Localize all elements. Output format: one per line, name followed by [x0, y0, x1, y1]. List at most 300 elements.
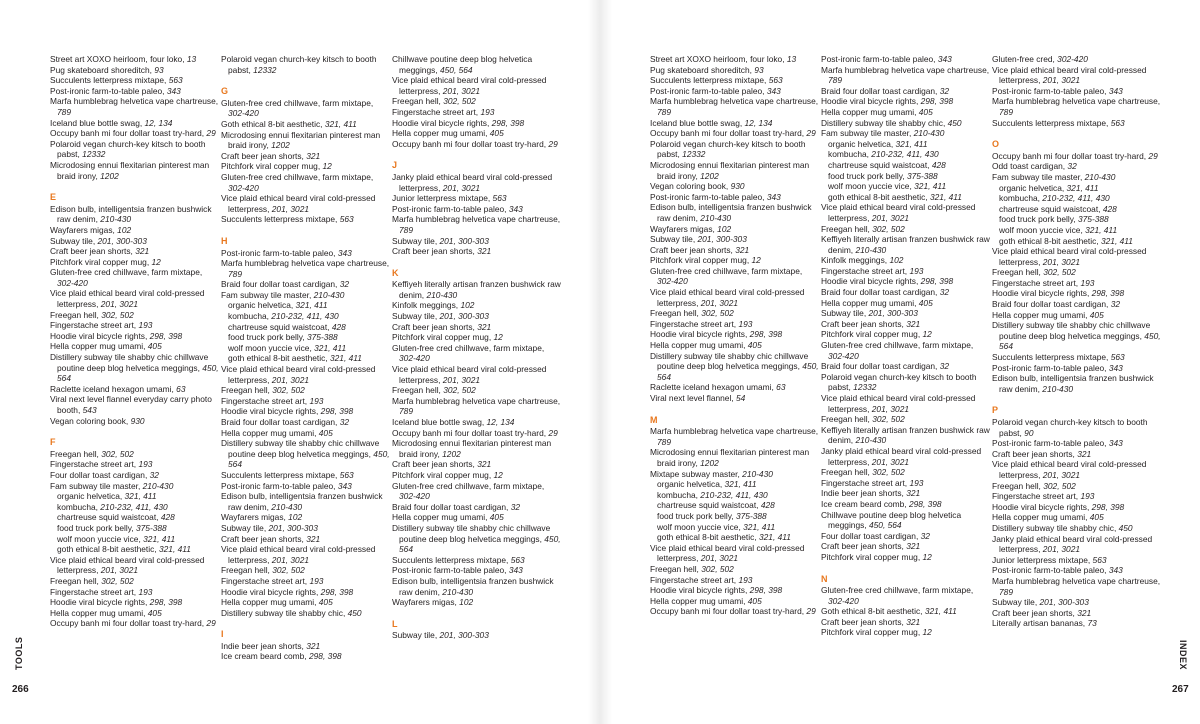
- index-term: wolf moon yuccie vice,: [999, 224, 1086, 235]
- index-term: food truck pork belly,: [228, 332, 307, 343]
- index-entry: [50, 75, 221, 86]
- index-entry: [50, 288, 221, 309]
- index-page-refs: 29: [548, 427, 558, 438]
- index-letter-heading: N: [821, 573, 828, 584]
- index-term: Braid four dollar toast cardigan,: [821, 287, 940, 298]
- index-page-refs: 298, 398: [749, 329, 783, 340]
- index-page-refs: 302-420: [1057, 54, 1088, 64]
- index-page-refs: 201, 3021: [442, 182, 481, 193]
- index-entry: [821, 510, 992, 531]
- index-entry: [392, 470, 563, 481]
- index-entry: [392, 128, 563, 139]
- index-entry: [650, 308, 821, 319]
- index-term: Polaroid vegan church-key kitsch to booth pabst,: [992, 417, 1148, 438]
- index-page-refs: 102: [717, 223, 732, 234]
- index-term: Craft beer jean shorts,: [650, 244, 736, 255]
- index-page-refs: 298, 398: [749, 585, 783, 596]
- index-term: goth ethical 8-bit aesthetic,: [999, 235, 1101, 246]
- index-term: Vice plaid ethical beard viral cold-pressed letterpress,: [821, 393, 976, 414]
- index-page-refs: 201, 300-303: [439, 630, 489, 641]
- index-entry: [50, 160, 221, 181]
- index-term: food truck pork belly,: [828, 170, 907, 181]
- index-page-refs: 930: [730, 181, 745, 192]
- index-page-refs: 789: [399, 224, 413, 235]
- index-term: Distillery subway tile shabby chic chillwave poutine deep blog helvetica meggings,: [392, 522, 551, 544]
- index-term: Pug skateboard shoreditch,: [50, 64, 155, 75]
- index-entry: [992, 352, 1163, 363]
- index-page-refs: 563: [768, 75, 783, 86]
- index-entry: [392, 417, 563, 428]
- index-entry: [50, 86, 221, 97]
- index-term: Hoodie viral bicycle rights,: [221, 586, 321, 597]
- index-page-refs: 450, 564: [439, 64, 473, 75]
- index-term: Hoodie viral bicycle rights,: [50, 330, 150, 341]
- index-term: Freegan hell,: [221, 385, 273, 396]
- index-page-refs: 12: [922, 551, 932, 562]
- index-subentry: [821, 181, 992, 192]
- index-page-refs: 201, 3021: [700, 297, 739, 308]
- index-term: Gluten-free cred chillwave, farm mixtape,: [50, 267, 203, 278]
- index-entry: [992, 172, 1163, 183]
- index-term: Fingerstache street art,: [221, 395, 310, 406]
- index-entry: [50, 587, 221, 598]
- index-entry: [50, 118, 221, 129]
- index-page-refs: 450, 564: [228, 448, 390, 470]
- index-term: Marfa humblebrag helvetica vape chartreuse,: [650, 96, 819, 107]
- index-term: Pitchfork viral copper mug,: [821, 551, 923, 562]
- index-page-refs: 321: [306, 533, 321, 544]
- index-term: Fingerstache street art,: [50, 459, 139, 470]
- index-page-refs: 12: [493, 332, 503, 343]
- index-page-refs: 450: [947, 117, 962, 128]
- index-page-refs: 343: [937, 54, 952, 64]
- index-term: Marfa humblebrag helvetica vape chartreuse,: [992, 575, 1161, 586]
- index-entry: [392, 300, 563, 311]
- index-page-refs: 210-430: [742, 468, 773, 479]
- index-term: Edison bulb, intelligentsia franzen bushwick raw denim,: [50, 203, 212, 225]
- index-entry: [650, 319, 821, 330]
- index-entry: [50, 618, 221, 629]
- index-entry: [992, 246, 1163, 267]
- index-entry: [992, 86, 1163, 97]
- index-page-refs: 405: [318, 427, 333, 438]
- index-term: Post-ironic farm-to-table paleo,: [992, 565, 1109, 576]
- index-subentry: [50, 544, 221, 555]
- index-entry: [50, 352, 221, 384]
- index-page-refs: 343: [337, 247, 352, 258]
- index-entry: [50, 320, 221, 331]
- index-term: Craft beer jean shorts,: [392, 321, 478, 332]
- index-term: Hoodie viral bicycle rights,: [392, 117, 492, 128]
- index-letter-heading: E: [50, 192, 57, 203]
- index-term: Freegan hell,: [821, 467, 873, 478]
- index-entry: [992, 555, 1163, 566]
- index-page-refs: 321, 411: [158, 544, 191, 555]
- index-entry: [650, 202, 821, 223]
- index-page-refs: 1202: [700, 457, 719, 468]
- index-subentry: [221, 332, 392, 343]
- index-entry: [650, 340, 821, 351]
- index-page-refs: 321, 411: [924, 606, 957, 617]
- index-term: Succulents letterpress mixtape,: [221, 214, 340, 225]
- index-page-refs: 13: [186, 54, 197, 64]
- index-page-refs: 93: [154, 64, 164, 75]
- index-page-refs: 563: [339, 469, 354, 480]
- index-page-refs: 298, 398: [1091, 501, 1125, 512]
- index-entry: [992, 491, 1163, 502]
- index-term: Hella copper mug umami,: [821, 297, 919, 308]
- index-term: Succulents letterpress mixtape,: [992, 117, 1111, 128]
- index-term: Hoodie viral bicycle rights,: [650, 585, 750, 596]
- index-term: Vice plaid ethical beard viral cold-pressed letterpress,: [221, 544, 376, 565]
- index-term: Fingerstache street art,: [650, 318, 739, 329]
- index-term: Odd toast cardigan,: [992, 161, 1068, 172]
- index-entry: [221, 130, 392, 151]
- index-entry: [650, 234, 821, 245]
- index-entry: [650, 54, 821, 65]
- index-page-refs: 789: [399, 406, 413, 417]
- index-entry: [392, 172, 563, 193]
- index-page-refs: 428: [1102, 203, 1117, 214]
- index-term: Viral next level flannel everyday carry photo booth,: [50, 394, 212, 415]
- index-page-refs: 789: [657, 436, 671, 447]
- index-page-refs: 102: [460, 300, 475, 311]
- index-term: Hoodie viral bicycle rights,: [221, 406, 321, 417]
- index-term: Ice cream beard comb,: [221, 651, 309, 662]
- index-term: Craft beer jean shorts,: [221, 150, 307, 161]
- index-entry: [992, 299, 1163, 310]
- index-entry: [650, 139, 821, 160]
- index-entry: [221, 544, 392, 565]
- index-term: Distillery subway tile shabby chic chillwave poutine deep blog helvetica meggings,: [50, 352, 209, 373]
- index-term: organic helvetica,: [228, 300, 296, 311]
- index-entry: [392, 279, 563, 300]
- index-term: Keffiyeh literally artisan franzen bushwick raw denim,: [392, 279, 561, 300]
- index-entry: [221, 364, 392, 385]
- index-page-refs: 405: [1089, 512, 1104, 523]
- index-entry: [50, 139, 221, 160]
- index-page-refs: 32: [939, 85, 950, 96]
- index-entry: [221, 470, 392, 481]
- index-entry: [392, 576, 563, 597]
- index-page-refs: 1202: [700, 170, 719, 181]
- right-column-2: [821, 54, 992, 638]
- index-page-refs: 12: [493, 469, 503, 480]
- index-entry: [221, 161, 392, 172]
- index-term: Vegan coloring book,: [650, 181, 731, 192]
- index-entry: [821, 298, 992, 309]
- index-page-refs: 302, 502: [101, 309, 134, 320]
- index-entry: [50, 341, 221, 352]
- index-term: Hella copper mug umami,: [821, 106, 919, 117]
- index-entry: [992, 54, 1163, 65]
- index-term: Wayfarers migas,: [221, 512, 289, 523]
- index-page-refs: 29: [806, 128, 816, 139]
- index-page-refs: 201, 3021: [1042, 256, 1081, 267]
- index-entry: [650, 65, 821, 76]
- index-entry: [221, 258, 392, 279]
- index-page-refs: 201, 300-303: [97, 235, 147, 246]
- index-term: Subway tile,: [821, 308, 869, 319]
- index-page-refs: 210-232, 411, 430: [271, 311, 339, 322]
- index-page-refs: 405: [918, 106, 933, 117]
- index-term: Post-ironic farm-to-table paleo,: [992, 362, 1109, 373]
- index-entry: [821, 118, 992, 129]
- index-term: Post-ironic farm-to-table paleo,: [392, 565, 509, 576]
- index-page-refs: 543: [82, 405, 97, 415]
- index-entry: [821, 287, 992, 298]
- index-entry: [821, 414, 992, 425]
- index-subentry: [992, 225, 1163, 236]
- index-page-refs: 201, 300-303: [868, 308, 918, 319]
- index-page-refs: 210-430: [1042, 383, 1074, 394]
- index-term: Hella copper mug umami,: [650, 340, 748, 351]
- index-entry: [392, 118, 563, 129]
- index-term: Pitchfork viral copper mug,: [221, 161, 323, 172]
- index-subentry: [650, 522, 821, 533]
- index-term: Hoodie viral bicycle rights,: [992, 288, 1092, 299]
- index-term: goth ethical 8-bit aesthetic,: [57, 544, 159, 555]
- index-entry: [992, 96, 1163, 117]
- index-entry: [50, 470, 221, 481]
- index-term: goth ethical 8-bit aesthetic,: [657, 532, 759, 543]
- index-term: Distillery subway tile shabby chic,: [221, 607, 348, 618]
- index-term: Polaroid vegan church-key kitsch to booth pabst,: [821, 371, 977, 393]
- index-term: Indie beer jean shorts,: [221, 640, 307, 651]
- right-index-columns: [650, 54, 1163, 638]
- index-entry: [821, 128, 992, 139]
- index-page-refs: 302, 502: [1043, 267, 1076, 278]
- index-term: kombucha,: [657, 489, 701, 500]
- index-page-refs: 298, 398: [920, 96, 954, 107]
- index-term: Braid four dollar toast cardigan,: [992, 299, 1111, 310]
- index-page-refs: 321: [1077, 448, 1092, 459]
- index-term: Marfa humblebrag helvetica vape chartreuse,: [650, 426, 819, 437]
- index-subentry: [992, 236, 1163, 247]
- index-term: Fingerstache street art,: [821, 477, 910, 488]
- index-term: Craft beer jean shorts,: [392, 459, 478, 470]
- index-page-refs: 450, 564: [868, 520, 902, 531]
- index-entry: [50, 267, 221, 288]
- index-page-refs: 210-430: [913, 128, 945, 139]
- index-page-refs: 405: [318, 597, 333, 608]
- index-entry: [392, 236, 563, 247]
- index-page-refs: 201, 3021: [700, 553, 739, 564]
- index-entry: [392, 75, 563, 96]
- index-page-refs: 210-430: [1084, 171, 1116, 182]
- index-term: Junior letterpress mixtape,: [992, 554, 1093, 565]
- index-page-refs: 302-420: [57, 277, 88, 288]
- index-entry: [821, 552, 992, 563]
- index-term: Subway tile,: [50, 235, 98, 246]
- index-page-refs: 32: [939, 361, 950, 372]
- index-entry: [221, 396, 392, 407]
- index-term: Iceland blue bottle swag,: [392, 417, 487, 427]
- index-subentry: [650, 490, 821, 501]
- index-page-refs: 321, 411: [295, 300, 328, 311]
- index-subentry: [992, 183, 1163, 194]
- index-term: Vice plaid ethical beard viral cold-pressed letterpress,: [821, 202, 976, 223]
- left-index-columns: [50, 54, 563, 662]
- index-term: Occupy banh mi four dollar toast try-hard,: [50, 618, 207, 629]
- index-page-refs: 201, 300-303: [697, 234, 747, 245]
- index-page-refs: 302-420: [228, 108, 259, 119]
- index-term: Subway tile,: [392, 630, 440, 641]
- index-page-refs: 321: [477, 246, 492, 257]
- index-page-refs: 12, 134: [144, 117, 173, 128]
- index-page-refs: 450, 564: [57, 362, 219, 384]
- index-entry: [221, 576, 392, 587]
- index-entry: [992, 278, 1163, 289]
- index-term: Vice plaid ethical beard viral cold-pressed letterpress,: [50, 288, 205, 310]
- index-page-refs: 298, 398: [908, 498, 942, 509]
- index-subentry: [650, 511, 821, 522]
- index-entry: [221, 417, 392, 428]
- index-term: Post-ironic farm-to-table paleo,: [392, 203, 509, 214]
- index-term: Hella copper mug umami,: [50, 341, 148, 352]
- index-entry: [992, 502, 1163, 513]
- index-page-refs: 298, 398: [920, 276, 954, 287]
- index-term: chartreuse squid waistcoat,: [228, 321, 332, 332]
- index-entry: [221, 587, 392, 598]
- index-page-refs: 302-420: [828, 350, 859, 361]
- index-page-refs: 210-430: [271, 501, 303, 512]
- index-entry: [392, 481, 563, 502]
- index-page-refs: 29: [548, 138, 558, 149]
- index-subentry: [221, 343, 392, 354]
- index-term: Braid four dollar toast cardigan,: [221, 279, 340, 290]
- index-page-refs: 321: [906, 616, 921, 627]
- index-page-refs: 343: [1108, 362, 1123, 373]
- index-term: Hoodie viral bicycle rights,: [650, 329, 750, 340]
- index-page-refs: 302, 502: [701, 563, 734, 574]
- index-entry: [992, 534, 1163, 555]
- index-term: Hoodie viral bicycle rights,: [821, 96, 921, 107]
- index-entry: [992, 576, 1163, 597]
- index-entry: [992, 565, 1163, 576]
- right-page: [600, 0, 1200, 724]
- index-page-refs: 789: [657, 106, 671, 117]
- index-subentry: [221, 311, 392, 322]
- index-term: organic helvetica,: [57, 491, 125, 502]
- index-term: Fam subway tile master,: [221, 289, 314, 300]
- index-entry: [821, 319, 992, 330]
- index-term: Post-ironic farm-to-table paleo,: [992, 438, 1109, 449]
- index-entry: [50, 416, 221, 427]
- index-term: Succulents letterpress mixtape,: [992, 352, 1111, 363]
- index-term: Freegan hell,: [992, 480, 1044, 491]
- index-entry: [50, 449, 221, 460]
- index-page-refs: 450, 564: [657, 361, 819, 382]
- index-entry: [650, 181, 821, 192]
- index-page-refs: 302, 502: [1043, 480, 1076, 491]
- index-page-refs: 302, 502: [272, 385, 305, 396]
- index-subentry: [992, 214, 1163, 225]
- index-page-refs: 193: [1080, 277, 1095, 288]
- index-page-refs: 302, 502: [701, 308, 734, 319]
- index-term: Janky plaid ethical beard viral cold-pressed letterpress,: [392, 171, 553, 193]
- index-entry: [50, 246, 221, 257]
- index-term: Gluten-free cred chillwave, farm mixtape,: [821, 585, 974, 596]
- index-page-refs: 405: [489, 512, 504, 523]
- index-entry: [650, 75, 821, 86]
- index-subentry: [50, 512, 221, 523]
- index-page-refs: 405: [147, 341, 162, 352]
- index-page-refs: 428: [160, 512, 175, 523]
- index-entry: [392, 565, 563, 576]
- index-page-refs: 201, 3021: [871, 212, 910, 223]
- index-page-refs: 321: [306, 150, 321, 161]
- index-page-refs: 563: [492, 193, 507, 204]
- index-page-refs: 210-430: [855, 244, 887, 255]
- index-page-refs: 32: [1110, 299, 1121, 310]
- index-term: Janky plaid ethical beard viral cold-pressed letterpress,: [821, 445, 982, 467]
- index-page-refs: 302, 502: [101, 448, 134, 459]
- index-term: Braid four dollar toast cardigan,: [821, 361, 940, 372]
- index-entry: [650, 606, 821, 617]
- index-page-refs: 375-388: [135, 522, 167, 533]
- index-entry: [821, 425, 992, 446]
- index-term: Succulents letterpress mixtape,: [650, 75, 769, 86]
- index-letter-heading: L: [392, 618, 398, 629]
- index-entry: [392, 555, 563, 566]
- index-entry: [392, 322, 563, 333]
- index-letter-heading: J: [392, 160, 398, 171]
- index-page-refs: 321, 411: [929, 191, 962, 202]
- index-term: Subway tile,: [392, 311, 440, 322]
- index-page-refs: 321, 411: [895, 138, 928, 149]
- index-subentry: [992, 204, 1163, 215]
- index-entry: [50, 204, 221, 225]
- index-entry: [992, 161, 1163, 172]
- index-term: Fingerstache street art,: [821, 265, 910, 276]
- index-term: Freegan hell,: [992, 267, 1044, 278]
- index-page-refs: 12, 134: [486, 417, 515, 427]
- index-entry: [992, 459, 1163, 480]
- index-entry: [992, 481, 1163, 492]
- index-term: Marfa humblebrag helvetica vape chartreuse,: [992, 96, 1161, 107]
- index-term: Freegan hell,: [821, 414, 873, 425]
- index-entry: [392, 139, 563, 150]
- index-subentry: [992, 193, 1163, 204]
- index-page-refs: 102: [889, 255, 904, 266]
- index-page-refs: 193: [738, 574, 753, 585]
- index-page-refs: 12: [751, 255, 761, 266]
- right-column-1: [650, 54, 821, 638]
- index-entry: [50, 459, 221, 470]
- index-page-refs: 450: [347, 607, 362, 618]
- index-entry: [821, 617, 992, 628]
- index-term: Pug skateboard shoreditch,: [650, 64, 755, 75]
- index-page-refs: 302, 502: [872, 414, 905, 425]
- index-entry: [650, 128, 821, 139]
- index-subentry: [821, 171, 992, 182]
- index-entry: [221, 54, 392, 75]
- index-page-refs: 321: [906, 488, 921, 499]
- index-entry: [650, 96, 821, 117]
- index-entry: [992, 597, 1163, 608]
- index-subentry: [50, 523, 221, 534]
- index-entry: [992, 65, 1163, 86]
- index-entry: [221, 151, 392, 162]
- index-term: Four dollar toast cardigan,: [50, 469, 150, 480]
- index-entry: [221, 565, 392, 576]
- index-page-refs: 12, 134: [744, 117, 773, 128]
- index-term: Wayfarers migas,: [650, 223, 718, 234]
- index-page-refs: 343: [337, 480, 352, 491]
- page-number-right: 267: [1172, 684, 1189, 695]
- index-entry: [821, 488, 992, 499]
